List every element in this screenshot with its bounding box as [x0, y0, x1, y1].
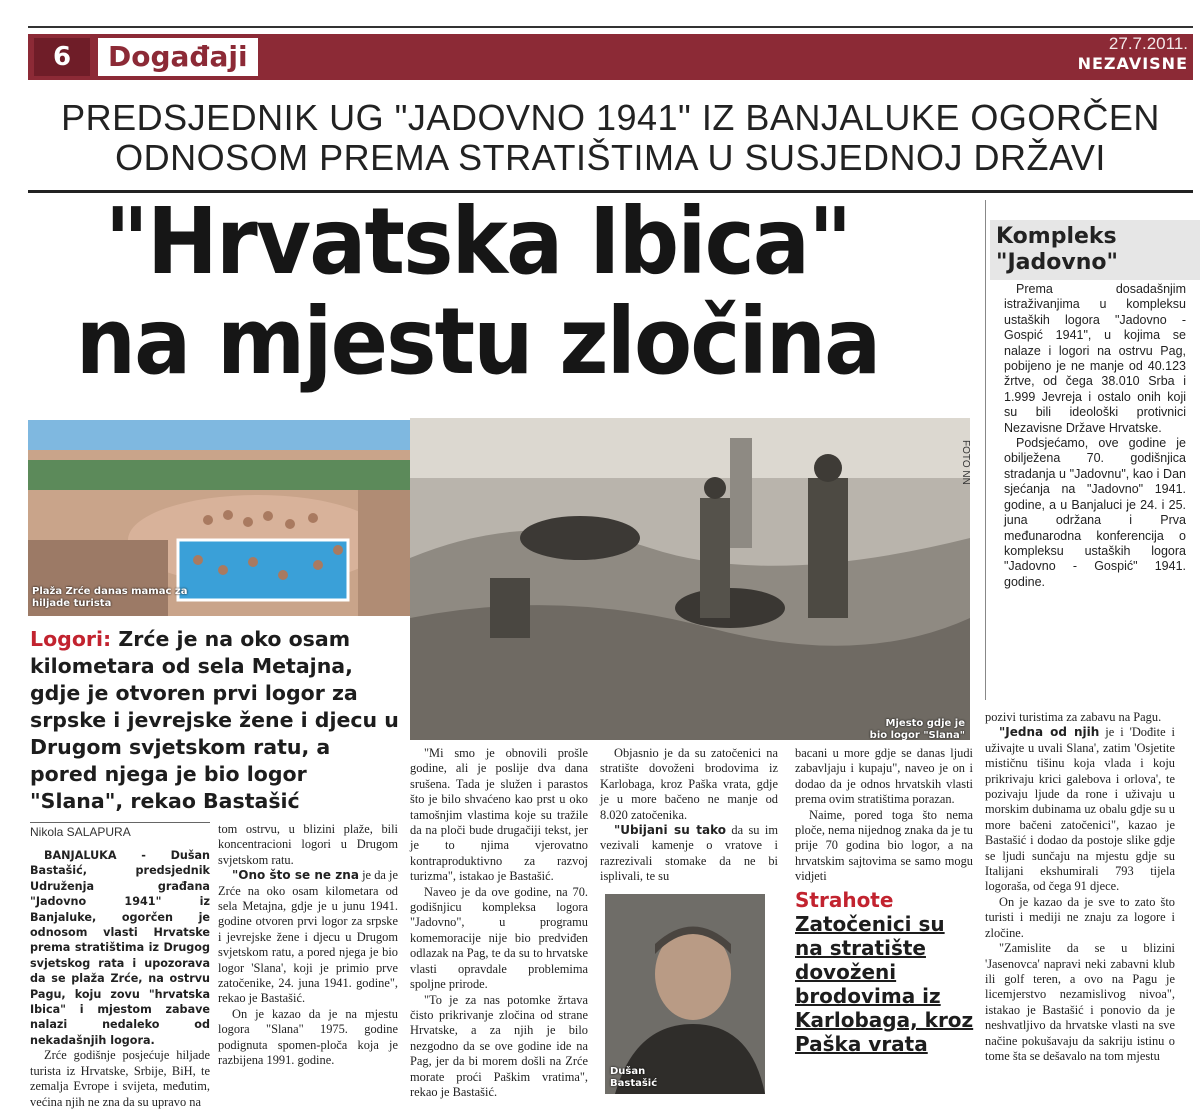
- article-column-5: [795, 746, 973, 885]
- newspaper-logo: NEZAVISNE: [1077, 54, 1188, 73]
- article-paragraph-text: je da je Zrće na oko osam kilometara od sela Metajna, gdje je u junu 1941. godine otvoren prvi logor za srpske i jevrejske žene i djecu u Drugom svjetskom ratu, a pored njega je bio logor 'Slana', koji je primio prve zatočenike, 24. juna 1941. godine", rekao je Bastašić.: [218, 868, 398, 1006]
- article-column-2: [218, 822, 398, 1069]
- article-column-1: [30, 848, 210, 1110]
- article-column-3: [410, 746, 588, 1100]
- portrait-caption: Dušan Bastašić: [610, 1066, 658, 1089]
- top-rule: [28, 26, 1193, 28]
- main-photo: [410, 418, 970, 740]
- page-number: 6: [34, 38, 90, 76]
- kicker-headline: [28, 98, 1193, 178]
- article-paragraph: [985, 725, 1175, 894]
- headline-line-2: na mjestu zločina: [75, 288, 880, 395]
- beach-photo: [28, 420, 412, 616]
- highlight-label: Strahote: [795, 888, 894, 912]
- article-subhead: "Ono što se ne zna: [232, 868, 359, 883]
- sidebar-title: Kompleks "Jadovno": [990, 220, 1200, 280]
- kicker-line-2: ODNOSOM PREMA STRATIŠTIMA U SUSJEDNOJ DRŽAVI: [115, 137, 1106, 178]
- article-paragraph: "Zamislite da se u blizini 'Jasenovca' napravi neki zabavni klub ili golf teren, a ovo na Pagu je licemjerstvo nezamislivog nivoa", istakao je Bastašić i ponovio da je neshvatljivo da hrvatske vlasti na sve načine pokušavaju da sakriju istinu o tome šta se dešavalo na tom mjestu: [985, 941, 1175, 1063]
- sidebar-paragraph: Prema dosadašnjim istraživanjima u kompleksu ustaških logora "Jadovno - Gospić 1941", u kojima se nalaze i logori na ostrvu Pag, pobijeno je ne manje od 40.123 žrtve, od čega 38.010 Srba i 1.999 Jevreja i ostalo onih koji su bili ideološki protivnici Nezavisne Države Hrvatske.: [1004, 282, 1186, 435]
- article-paragraph: [218, 868, 398, 1007]
- article-column-6: [985, 710, 1175, 1064]
- article-paragraph: Naveo je da ove godine, na 70. godišnjicu kompleksa logora "Jadovno", u programu komemoracije nije bio predviđen odlazak na Pag, te da su to hrvatske vlasti opravdale problemima spoljne prirode.: [410, 884, 588, 992]
- highlight-text: Zatočenici su na stratište dovoženi brodovima iz Karlobaga, kroz Paška vrata: [795, 912, 974, 1056]
- article-subhead: "Jedna od njih: [999, 725, 1100, 740]
- photo-credit: FOTO NN: [960, 440, 971, 485]
- article-paragraph: "To je za nas potomke žrtava čisto prikrivanje zločina od strane Hrvatske, a za njih je bilo nezgodno da se ove godine ide na Pag, jer da bi morem došli na Zrće morate proći Paškim vratima", rekao je Bastašić.: [410, 992, 588, 1099]
- article-paragraph: Zrće godišnje posjećuje hiljade turista iz Hrvatske, Srbije, BiH, te zemalja Evrope i svijeta, međutim, većina njih ne zna da su upravo na: [30, 1048, 210, 1109]
- article-paragraph: Naime, pored toga što nema ploče, nema nijednog znaka da je tu prije 70 godina bio logor, a na hrvatskim sajtovima se samo mogu vidjeti: [795, 807, 973, 884]
- article-paragraph: On je kazao da je sve to zato što turisti i mediji ne znaju za logore i zločine.: [985, 894, 1175, 940]
- section-title: Događaji: [98, 38, 258, 76]
- pull-quote-text: Zrće je na oko osam kilometara od sela Metajna, gdje je otvoren prvi logor za srpske i jevrejske žene i djecu u Drugom svjetskom ratu, a pored njega je bio logor "Slana", rekao Bastašić: [30, 627, 399, 813]
- article-column-4: [600, 746, 778, 885]
- kicker-line-1: PREDSJEDNIK UG "JADOVNO 1941" IZ BANJALUKE OGORČEN: [61, 97, 1160, 138]
- article-paragraph-text: je i 'Dođite i uživajte u uvali Slana', zatim 'Osjetite mističnu tišinu koja vlada i koju prikrivaju krici galebova i orlova', te pozivaju ljude da rone i uživaju u morskim dubinama uz obalu gdje su u more bačeni zatočenici", kazao je Bastašić i dodao da postoje slike gdje se ljudi sunčaju na mjestu gdje su Italijani ekshumirali 793 tijela logoraša, od čega 91 djece.: [985, 725, 1175, 894]
- pull-quote: [30, 626, 400, 815]
- article-paragraph: [600, 823, 778, 885]
- issue-date: 27.7.2011.: [1108, 34, 1188, 53]
- execution-site-photo: [410, 418, 970, 740]
- main-headline: [36, 188, 919, 395]
- article-paragraph: tom ostrvu, u blizini plaže, bili koncentracioni logori u Drugom svjetskom ratu.: [218, 822, 398, 867]
- portrait-illustration: [605, 894, 765, 1094]
- byline: Nikola SALAPURA: [30, 822, 210, 839]
- article-paragraph: On je kazao da je na mjestu logora "Slana" 1975. godine podignuta spomen-ploča koja je razbijena 1991. godine.: [218, 1006, 398, 1068]
- article-lead: BANJALUKA - Dušan Bastašić, predsjednik Udruženja građana "Jadovno 1941" iz Banjaluke, ogorčen je odnosom vlasti Hrvatske prema stratištima iz Drugog svjetskog rata i upozorava da se plaža Zrće, na ostrvu Pagu, koju zovu "hrvatska Ibica" i mjestom zabave nalazi nedaleko od nekadašnjih logora.: [30, 849, 210, 1047]
- article-paragraph-text: da su im vezivali kamenje o vratove i razrezivali stomake da ne bi isplivali, te su: [600, 823, 778, 884]
- main-photo-caption: Mjesto gdje je bio logor "Slana": [869, 718, 965, 740]
- article-paragraph: "Mi smo je obnovili prošle godine, ali je poslije dva dana srušena. Tada je služen i parastos što je bilo shvaćeno kao prst u oko tamošnjim vlastima koje su tražile da na ploči bude drugačiji tekst, jer je to njima vjerovatno kontraproduktivno za razvoj turizma", istakao je Bastašić.: [410, 746, 588, 884]
- highlight-box: [795, 888, 975, 1056]
- article-paragraph: pozivi turistima za zabavu na Pagu.: [985, 710, 1162, 724]
- beach-photo-caption: Plaža Zrće danas mamac za hiljade turista: [32, 586, 188, 609]
- sidebar-paragraph: Podsjećamo, ove godine je obilježena 70. godišnjica stradanja u "Jadovnu", kao i Dan sjećanja na "Jadovno" 1941. godine, a u Banjaluci je 24. i 25. juna održana i Prva međunarodna konferencija o kompleksu ustaških logora "Jadovno - Gospić" 1941. godine.: [1004, 436, 1186, 589]
- pull-quote-label: Logori:: [30, 627, 112, 651]
- portrait-photo: [605, 894, 765, 1094]
- article-paragraph: Objasnio je da su zatočenici na stratište dovoženi brodovima iz Karlobaga, kroz Paška vrata, gdje je u more bačeno ne manje od 8.020 zatočenika.: [600, 746, 778, 822]
- article-subhead: "Ubijani su tako: [614, 823, 726, 838]
- sidebar-body: [1004, 282, 1186, 590]
- article-paragraph: bacani u more gdje se danas ljudi zabavljaju i kupaju", naveo je on i dodao da je odnos hrvatskih vlasti prema ovim stratištima porazan.: [795, 746, 973, 807]
- headline-line-1: "Hrvatska Ibica": [104, 188, 851, 295]
